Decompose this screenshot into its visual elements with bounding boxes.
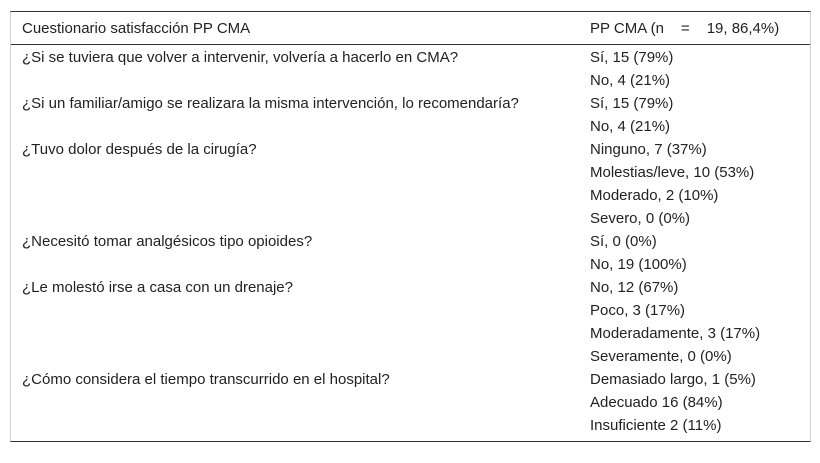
table-row	[11, 368, 810, 437]
answer-cell	[580, 276, 810, 368]
table-row	[11, 46, 810, 92]
answer-item: No, 4 (21%)	[590, 72, 671, 89]
table-row	[11, 230, 810, 276]
table-body	[11, 45, 810, 441]
answer-item: Moderadamente, 3 (17%)	[590, 325, 761, 342]
header-question-column: Cuestionario satisfacción PP CMA	[22, 19, 251, 37]
satisfaction-table	[10, 11, 811, 442]
answer-item: Adecuado 16 (84%)	[590, 394, 723, 411]
header-answer-count: 19, 86,4%)	[706, 19, 780, 37]
question-cell: ¿Cómo considera el tiempo transcurrido en el hospital?	[22, 371, 390, 388]
question-cell: ¿Necesitó tomar analgésicos tipo opioides?	[22, 233, 313, 250]
answer-item: Demasiado largo, 1 (5%)	[590, 371, 756, 388]
answer-item: Severamente, 0 (0%)	[590, 348, 732, 365]
answer-item: Sí, 15 (79%)	[590, 95, 674, 112]
header-answer-label: PP CMA (n	[590, 19, 664, 37]
answer-item: Sí, 0 (0%)	[590, 233, 657, 250]
question-cell: ¿Tuvo dolor después de la cirugía?	[22, 141, 257, 158]
answer-item: No, 19 (100%)	[590, 256, 687, 273]
answer-item: No, 12 (67%)	[590, 279, 679, 296]
table-row	[11, 276, 810, 368]
answer-item: Molestias/leve, 10 (53%)	[590, 164, 755, 181]
table-row	[11, 92, 810, 138]
answer-item: Moderado, 2 (10%)	[590, 187, 719, 204]
answer-item: Severo, 0 (0%)	[590, 210, 691, 227]
answer-cell	[580, 230, 810, 276]
answer-item: Ninguno, 7 (37%)	[590, 141, 707, 158]
header-answer-equals: =	[680, 19, 690, 37]
answer-item: Insuficiente 2 (11%)	[590, 417, 722, 434]
question-cell: ¿Le molestó irse a casa con un drenaje?	[22, 279, 293, 296]
question-cell: ¿Si un familiar/amigo se realizara la misma intervención, lo recomendaría?	[22, 95, 519, 112]
answer-item: Poco, 3 (17%)	[590, 302, 686, 319]
answer-cell	[580, 92, 810, 138]
header-answer-column	[580, 20, 810, 37]
answer-item: No, 4 (21%)	[590, 118, 671, 135]
answer-cell	[580, 138, 810, 230]
question-cell: ¿Si se tuviera que volver a intervenir, volvería a hacerlo en CMA?	[22, 49, 459, 66]
table-row	[11, 138, 810, 230]
answer-cell	[580, 46, 810, 92]
answer-item: Sí, 15 (79%)	[590, 49, 674, 66]
answer-cell	[580, 368, 810, 437]
table-header-row	[11, 12, 810, 45]
